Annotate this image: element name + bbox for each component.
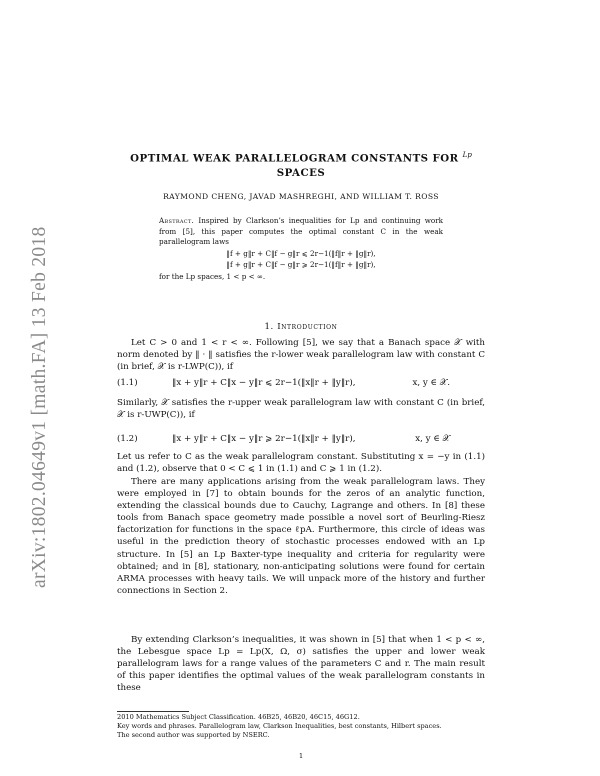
paragraph-2: Similarly, 𝒳 satisfies the r-upper weak parallelogram law with constant C (in brief, 𝒳 is r-UWP(C)), if: [117, 398, 485, 421]
title-superscript: Lp: [462, 151, 472, 159]
author-list: RAYMOND CHENG, JAVAD MASHREGHI, AND WILLIAM T. ROSS: [163, 192, 439, 201]
paragraph-4: There are many applications arising from the weak parallelogram laws. They were employed in [7] to obtain bounds for the zeros of an analytic function, extending the classical bounds due to Cauchy, Lagrange and others. In [8] these tools from Banach space geometry made possible a novel sort of Beurling-Riesz factorization for functions in the space ℓpA. Furthermore, this circle of ideas was useful in the prediction theory of stochastic processes endowed with an Lp structure. In [5] an Lp Baxter-type inequality and criteria for regularity were obtained; and in [8], stationary, non-anticipating solutions were found for certain ARMA processes with heavy tails. We will unpack more of the history and further connections in Section 2.: [117, 477, 485, 596]
paper-title: [117, 148, 485, 181]
equation-expression: ‖x + y‖r + C‖x − y‖r ⩾ 2r−1(‖x‖r + ‖y‖r),: [172, 434, 356, 444]
abstract-equation-2: ‖f + g‖r + C‖f − g‖r ⩾ 2r−1(‖f‖r + ‖g‖r),: [226, 260, 376, 270]
footnote-msc: 2010 Mathematics Subject Classification. 46B25, 46B20, 46C15, 46G12.: [117, 713, 360, 721]
footnotes: [117, 713, 485, 740]
abstract-label: Abstract.: [159, 216, 195, 225]
section-heading: 1. Introduction: [264, 322, 338, 332]
equation-number: (1.2): [117, 434, 138, 444]
equation-number: (1.1): [117, 378, 138, 388]
title-line1: OPTIMAL WEAK PARALLELOGRAM CONSTANTS FOR: [130, 152, 463, 165]
page-number: 1: [298, 752, 304, 760]
footnote-rule: [117, 711, 189, 712]
arxiv-identifier: [13, 192, 61, 588]
abstract-equation-1: ‖f + g‖r + C‖f − g‖r ⩽ 2r−1(‖f‖r + ‖g‖r),: [226, 248, 376, 258]
title-line2: SPACES: [276, 167, 326, 180]
footnote-funding: The second author was supported by NSERC.: [117, 731, 270, 739]
equation-domain: x, y ∈ 𝒳.: [412, 378, 450, 388]
arxiv-text: arXiv:1802.04649v1 [math.FA] 13 Feb 2018: [29, 226, 50, 588]
arxiv-watermark: [13, 192, 61, 588]
paragraph-3: Let us refer to C as the weak parallelogram constant. Substituting x = −y in (1.1) and (1.2), observe that 0 < C ⩽ 1 in (1.1) and C ⩾ 1 in (1.2).: [117, 452, 485, 475]
abstract-tail: for the Lp spaces, 1 < p < ∞.: [159, 271, 266, 281]
paragraph-5: By extending Clarkson’s inequalities, it was shown in [5] that when 1 < p < ∞, the Lebesgue space Lp = Lp(X, Ω, σ) satisfies the upper and lower weak parallelogram laws for a range values of the parameters C and r. The main result of this paper identifies the optimal values of the weak parallelogram constants in these: [117, 635, 485, 694]
paragraph-1: Let C > 0 and 1 < r < ∞. Following [5], we say that a Banach space 𝒳 with norm denoted by ‖ · ‖ satisfies the r-lower weak parallelogram law with constant C (in brief, 𝒳 is r-LWP(C)), if: [117, 338, 485, 373]
equation-domain: x, y ∈ 𝒳: [415, 434, 450, 444]
equation-expression: ‖x + y‖r + C‖x − y‖r ⩽ 2r−1(‖x‖r + ‖y‖r),: [172, 378, 356, 388]
footnote-keywords: Key words and phrases. Parallelogram law, Clarkson Inequalities, best constants, Hilbert spaces.: [117, 722, 442, 730]
abstract-text: Inspired by Clarkson’s inequalities for Lp and continuing work from [5], this paper computes the optimal constant C in the weak parallelogram laws: [159, 216, 443, 247]
abstract: [159, 216, 443, 283]
